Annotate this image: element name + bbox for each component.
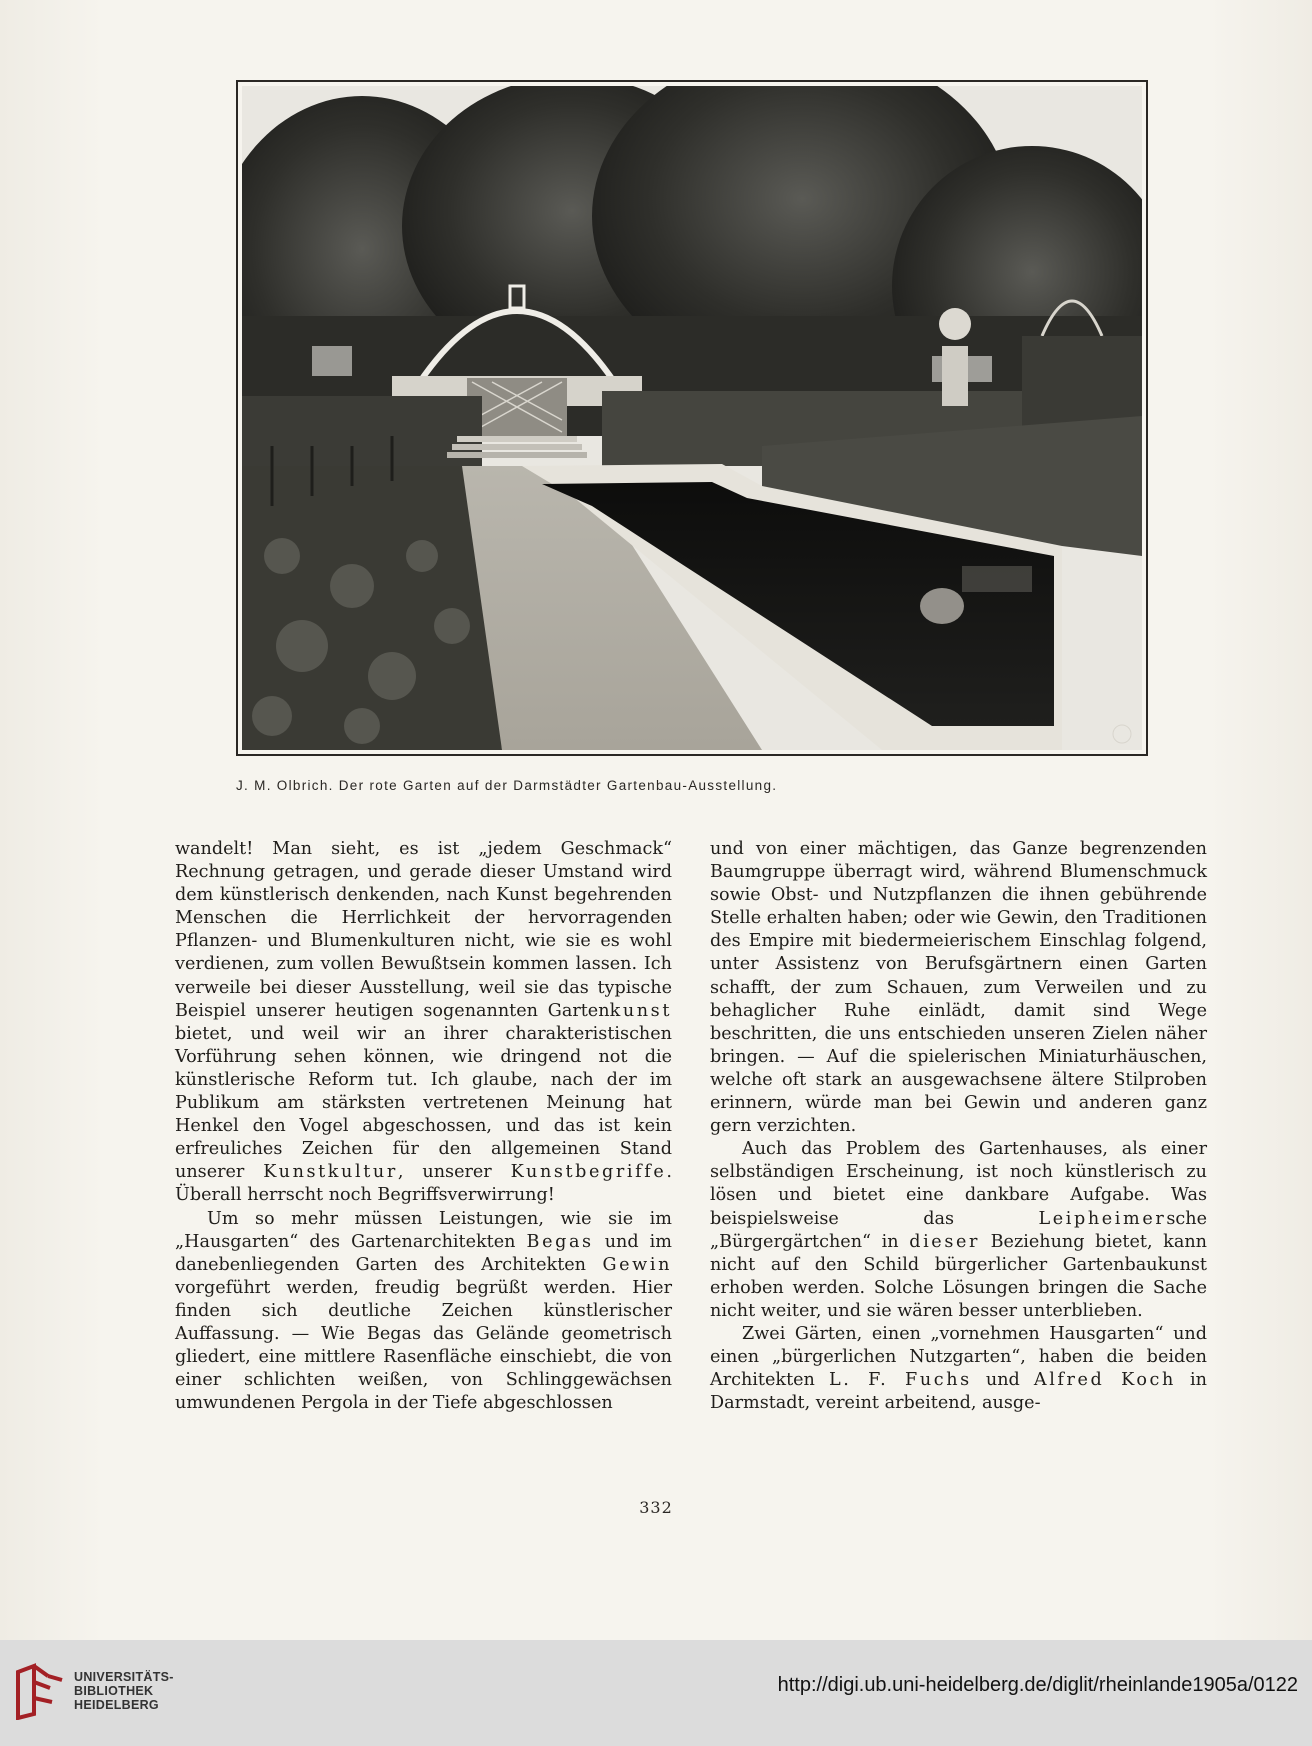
spaced-term: Leipheimer — [1038, 1208, 1167, 1229]
footer-bar — [0, 1640, 1312, 1746]
text-run: bietet, und weil wir an ihrer charakteristischen Vorführung sehen können, wie dringend not die künstlerische Reform tut. Ich glaube, nach der im Publikum am stärksten vertretenen Meinung hat Henkel den Vogel abgeschossen, und das ist kein erfreuliches Zeichen für den allgemeinen Stand unserer — [175, 1023, 672, 1183]
paragraph — [710, 1138, 1207, 1323]
spaced-term: Kunstbegriffe — [510, 1162, 667, 1183]
text-run: , unserer — [397, 1162, 511, 1183]
text-run: sche „Bürgergärtchen“ in — [710, 1208, 1207, 1252]
permalink-url[interactable]: http://digi.ub.uni-heidelberg.de/diglit/rheinlande1905a/0122 — [777, 1674, 1298, 1696]
paragraph — [175, 1208, 672, 1416]
spaced-term: dieser — [909, 1231, 980, 1252]
text-run: Beziehung bietet, kann nicht auf den Schild bürgerlicher Gartenbaukunst erhoben werden. Solche Lösungen bringen die Sache nicht weiter, und sie wären besser unterblieben. — [710, 1231, 1207, 1321]
text-run: vorgeführt werden, freudig begrüßt werden. Hier finden sich deutliche Zeichen künstlerischer Auffassung. — Wie Begas das Gelände geometrisch gliedert, eine mittlere Rasenfläche einschiebt, die von einer schlichten weißen, von Schlinggewächsen umwundenen Pergola in der Tiefe abgeschlossen — [175, 1277, 672, 1414]
spaced-term: L. F. Fuchs — [828, 1370, 972, 1391]
library-name-line: BIBLIOTHEK — [74, 1684, 154, 1698]
library-name[interactable] — [74, 1670, 174, 1712]
page-number: 332 — [639, 1498, 673, 1517]
text-column-right — [710, 838, 1207, 1415]
text-run: wandelt! Man sieht, es ist „jedem Geschmack“ Rechnung getragen, und gerade dieser Umstand wird dem künstlerisch denkenden, nach Kunst begehrenden Menschen die Herrlichkeit der hervorragenden Pflanzen- und Blumenkulturen nicht, wie sie es wohl verdienen, zum vollen Bewußtsein kommen lassen. Ich verweile bei dieser Ausstellung, weil sie das typische Beispiel unserer heutigen sogenannten Garten — [175, 839, 672, 1021]
text-run: in Darmstadt, vereint arbeitend, ausge- — [710, 1370, 1207, 1414]
library-name-line: HEIDELBERG — [74, 1698, 159, 1712]
spaced-term: kunst — [609, 1000, 672, 1021]
text-run: . Überall herrscht noch Begriffsverwirrung! — [175, 1162, 672, 1206]
library-name-line: UNIVERSITÄTS- — [74, 1670, 174, 1684]
paragraph — [175, 838, 672, 1208]
text-run: und von einer mächtigen, das Ganze begrenzenden Baumgruppe überragt wird, während Blumenschmuck sowie Obst- und Nutzpflanzen die ihnen gebührende Stelle erhalten haben; oder wie Gewin, den Traditionen des Empire mit biedermeierischem Einschlag folgend, unter Assistenz von Berufsgärtnern einen Garten schafft, der zum Schauen, zum Verweilen und zu behaglicher Ruhe einlädt, damit sind Wege beschritten, die uns entschieden unseren Zielen näher bringen. — Auf die spielerischen Miniaturhäuschen, welche oft stark an ausgewachsene ältere Stilproben erinnern, würde man bei Gewin und anderen ganz gern verzichten. — [710, 839, 1207, 1137]
garden-photo-illustration — [242, 86, 1142, 750]
text-column-left — [175, 838, 672, 1415]
spaced-term: Alfred Koch — [1033, 1370, 1176, 1391]
text-run: Um so mehr müssen Leistungen, wie sie im „Hausgarten“ des Gartenarchitekten — [175, 1208, 672, 1252]
text-run: und — [971, 1370, 1034, 1391]
text-run: und im danebenliegenden Garten des Architekten — [175, 1231, 672, 1275]
paragraph — [710, 1323, 1207, 1415]
spaced-term: Kunstkultur — [263, 1162, 398, 1183]
library-logo-icon[interactable] — [14, 1662, 66, 1720]
text-run: Zwei Gärten, einen „vornehmen Hausgarten“ und einen „bürgerlichen Nutzgarten“, haben die beiden Architekten — [710, 1323, 1207, 1391]
spaced-term: Begas — [526, 1231, 594, 1252]
paragraph — [710, 838, 1207, 1138]
figure-caption: J. M. Olbrich. Der rote Garten auf der Darmstädter Gartenbau-Ausstellung. — [236, 778, 778, 793]
spaced-term: Gewin — [602, 1254, 672, 1275]
garden-photograph — [236, 80, 1148, 756]
text-run: Auch das Problem des Gartenhauses, als einer selbständigen Erscheinung, ist noch künstlerisch zu lösen und bietet eine dankbare Aufgabe. Was beispielsweise das — [710, 1139, 1207, 1229]
